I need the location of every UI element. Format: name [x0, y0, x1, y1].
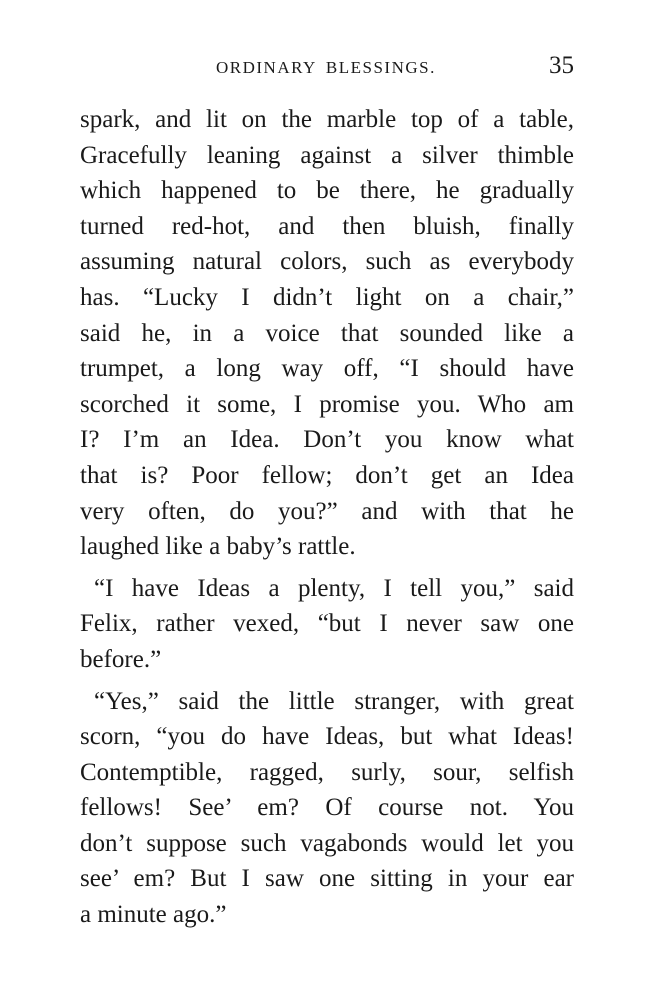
page-header	[0, 52, 670, 82]
paragraph	[80, 102, 574, 565]
text-line: said he, in a voice that sounded like a	[80, 319, 574, 347]
text-line: see’ em? But I saw one sitting in your ear	[80, 865, 574, 893]
text-line: I? I’m an Idea. Don’t you know what	[80, 426, 574, 454]
text-line: scorched it some, I promise you. Who am	[80, 390, 574, 418]
text-line: Felix, rather vexed, “but I never saw one	[80, 610, 574, 638]
page-number: 35	[549, 52, 574, 79]
body-text	[80, 102, 574, 933]
text-line: scorn, “you do have Ideas, but what Ideas!	[80, 723, 574, 751]
text-line: assuming natural colors, such as everybody	[80, 248, 574, 276]
text-line: before.”	[80, 645, 162, 673]
paragraph	[80, 684, 574, 933]
text-line: Gracefully leaning against a silver thimble	[80, 141, 574, 169]
text-line: has. “Lucky I didn’t light on a chair,”	[80, 283, 574, 311]
text-line: trumpet, a long way off, “I should have	[80, 355, 574, 383]
text-line: Contemptible, ragged, surly, sour, selfish	[80, 758, 574, 786]
running-head: ORDINARY BLESSINGS.	[216, 58, 436, 77]
text-line: a minute ago.”	[80, 901, 227, 929]
text-line: laughed like a baby’s rattle.	[80, 533, 356, 561]
text-line: which happened to be there, he gradually	[80, 177, 574, 205]
text-line: “I have Ideas a plenty, I tell you,” said	[94, 574, 574, 602]
text-line: very often, do you?” and with that he	[80, 497, 574, 525]
text-line: spark, and lit on the marble top of a table,	[80, 106, 574, 133]
text-line: “Yes,” said the little stranger, with great	[94, 687, 574, 715]
text-line: turned red-hot, and then bluish, finally	[80, 212, 574, 240]
paragraph	[80, 571, 574, 678]
text-line: fellows! See’ em? Of course not. You	[80, 794, 574, 822]
text-line: don’t suppose such vagabonds would let you	[80, 829, 574, 857]
text-line: that is? Poor fellow; don’t get an Idea	[80, 461, 574, 489]
